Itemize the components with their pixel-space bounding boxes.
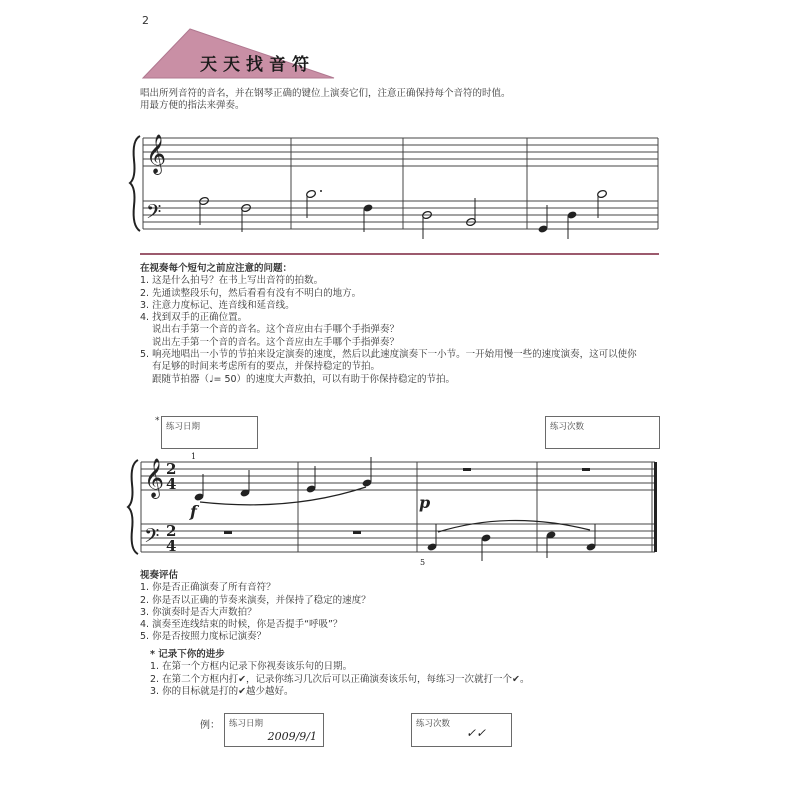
example-date-box	[224, 713, 324, 747]
page-number: 2	[142, 14, 149, 27]
page-title: 天天找音符	[200, 55, 315, 75]
dynamic-piano: p	[419, 493, 431, 512]
bass-clef-icon: 𝄢	[146, 200, 162, 228]
progress-heading: * 记录下你的进步	[150, 649, 225, 660]
example-date-value: 2009/9/1	[267, 730, 317, 743]
exercise-1-score	[0, 0, 800, 260]
example-date-label: 练习日期	[229, 719, 264, 729]
evaluation-item: 2. 你是否以正确的节奏来演奏，并保持了稳定的速度？	[140, 594, 371, 606]
svg-text:4: 4	[166, 537, 177, 555]
progress-item: 3. 你的目标就是打的✔越少越好。	[150, 685, 294, 697]
checklist-item: 3. 注意力度标记、连音线和延音线。	[140, 299, 295, 311]
example-check-marks: ✓✓	[466, 726, 487, 740]
asterisk-mark: *	[155, 416, 160, 426]
pre-reading-checklist	[140, 263, 680, 386]
progress-item: 2. 在第二个方框内打✔，记录你练习几次后可以正确演奏该乐句，每练习一次就打一个✔。	[150, 673, 530, 685]
evaluation-item: 1. 你是否正确演奏了所有音符？	[140, 582, 276, 594]
measure-number-5: 5	[420, 558, 426, 567]
evaluation-item: 3. 你演奏时是否大声数拍？	[140, 606, 257, 618]
svg-text:2: 2	[166, 460, 177, 478]
measure-number-1: 1	[191, 452, 197, 461]
checklist-heading: 在视奏每个短句之前应注意的问题：	[140, 263, 293, 274]
checklist-subitem: 有足够的时间来考虑所有的要点，并保持稳定的节拍。	[152, 361, 381, 373]
treble-clef-icon: 𝄞	[146, 134, 167, 174]
checklist-item: 1. 这是什么拍号？在书上写出音符的拍数。	[140, 275, 324, 287]
checklist-subitem: 说出左手第一个音的音名。这个音应由左手哪个手指弹奏？	[152, 336, 400, 348]
bass-clef-icon: 𝄢	[144, 524, 160, 552]
progress-item: 1. 在第一个方框内记录下你视奏该乐句的日期。	[150, 661, 353, 673]
checklist-item: 5. 响亮地唱出一小节的节拍来设定演奏的速度，然后以此速度演奏下一小节。一开始用慢一些的速度演奏，这可以使你	[140, 349, 637, 361]
exercise-2-score	[0, 440, 800, 575]
dynamic-forte: f	[190, 502, 197, 521]
evaluation-item: 4. 演奏至连线结束的时候，你是否提手“呼吸”？	[140, 619, 343, 631]
progress-instructions	[150, 649, 530, 698]
checklist-item: 2. 先通读整段乐句，然后看看有没有不明白的地方。	[140, 287, 362, 299]
sight-reading-evaluation	[140, 570, 371, 644]
checklist-item: 4. 找到双手的正确位置。	[140, 312, 248, 324]
checklist-subitem: 跟随节拍器（♩= 50）的速度大声数拍，可以有助于你保持稳定的节拍。	[152, 373, 456, 385]
intro-line-2: 用最方便的指法来弹奏。	[140, 100, 245, 111]
example-count-box	[411, 713, 512, 747]
evaluation-heading: 视奏评估	[140, 570, 179, 581]
example-count-label: 练习次数	[416, 719, 451, 729]
section-divider	[140, 253, 659, 255]
practice-count-label: 练习次数	[550, 422, 585, 432]
evaluation-item: 5. 你是否按照力度标记演奏？	[140, 631, 267, 643]
example-label: 例：	[200, 720, 220, 731]
svg-text:4: 4	[166, 475, 177, 493]
treble-clef-icon: 𝄞	[144, 458, 165, 498]
svg-text:2: 2	[166, 522, 177, 540]
intro-line-1: 唱出所列音符的音名，并在钢琴正确的键位上演奏它们，注意正确保持每个音符的时值。	[140, 88, 511, 99]
practice-date-label: 练习日期	[166, 422, 201, 432]
checklist-subitem: 说出右手第一个音的音名。这个音应由右手哪个手指弹奏？	[152, 324, 400, 336]
